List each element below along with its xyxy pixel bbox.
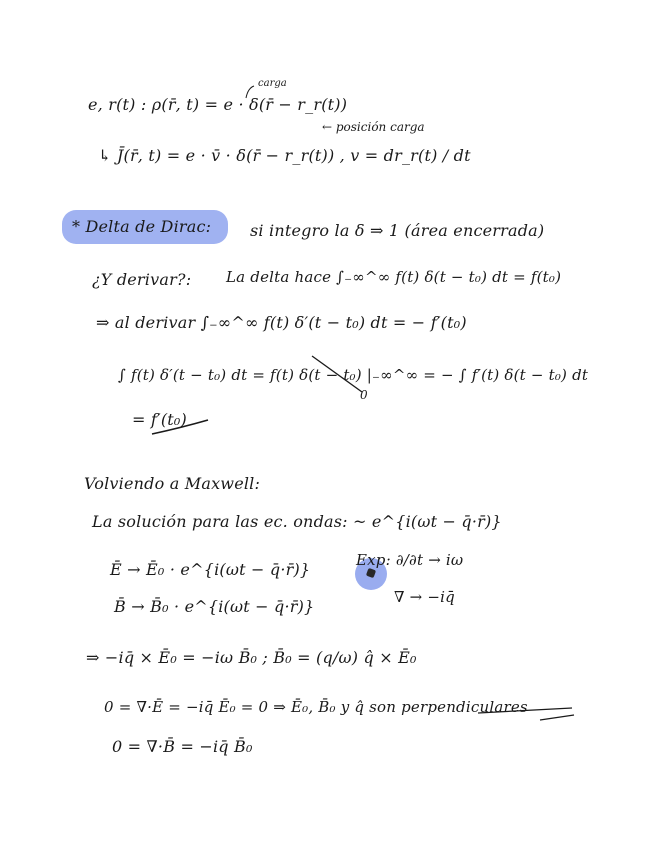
note-B-field: B̄ → B̄₀ · e^{i(ωt − q̄·r̄)} [114,597,315,616]
heading-volviendo-maxwell: Volviendo a Maxwell: [84,474,261,493]
note-line-charge-density: e, r(t) : ρ(r̄, t) = e · δ(r̄ − r_r(t)) [88,95,348,114]
note-boundary-zero: 0 [360,388,368,402]
note-relation-cross: ⇒ −iq̄ × Ē₀ = −iω B̄₀ ; B̄₀ = (q/ω) q̂ × Ē₀ [86,648,417,667]
note-relation-divE: 0 = ∇·Ē = −iq̄ Ē₀ = 0 ⇒ Ē₀, B̄₀ y q̂ son perpendiculares [104,698,528,716]
underline-perpendiculares-2 [540,715,574,720]
note-line-current-density: ↳ J̄(r̄, t) = e · v̄ · δ(r̄ − r_r(t)) , v = dr_r(t) / dt [98,146,471,165]
underline-result [152,420,208,434]
strike-out-term [312,356,362,392]
note-E-field: Ē → Ē₀ · e^{i(ωt − q̄·r̄)} [110,560,311,579]
note-exp-nabla: ∇ → −iq̄ [394,588,455,606]
note-integration-by-parts: ∫ f(t) δ′(t − t₀) dt = f(t) δ(t − t₀) |₋∞^∞ = − ∫ f′(t) δ(t − t₀) dt [118,366,589,384]
annotation-carga: carga [258,78,287,89]
underline-perpendiculares-1 [478,708,572,713]
note-solucion-ondas: La solución para las ec. ondas: ~ e^{i(ωt − q̄·r̄)} [92,512,502,531]
note-derivar-question: ¿Y derivar?: [92,270,192,289]
note-exp-time-derivative: Exp: ∂/∂t → iω [356,551,464,569]
note-result-fprime: = f′(t₀) [132,410,187,429]
note-delta-property: La delta hace ∫₋∞^∞ f(t) δ(t − t₀) dt = f(t₀) [226,268,562,286]
note-delta-area: si integro la δ ⇒ 1 (área encerrada) [250,221,545,240]
arrow-carga [246,86,254,98]
note-relation-divB: 0 = ∇·B̄ = −iq̄ B̄₀ [112,737,253,756]
note-al-derivar: ⇒ al derivar ∫₋∞^∞ f(t) δ′(t − t₀) dt = − f′(t₀) [96,313,467,332]
heading-delta-de-dirac: * Delta de Dirac: [72,217,212,236]
annotation-posicion-carga: ← posición carga [322,120,425,134]
